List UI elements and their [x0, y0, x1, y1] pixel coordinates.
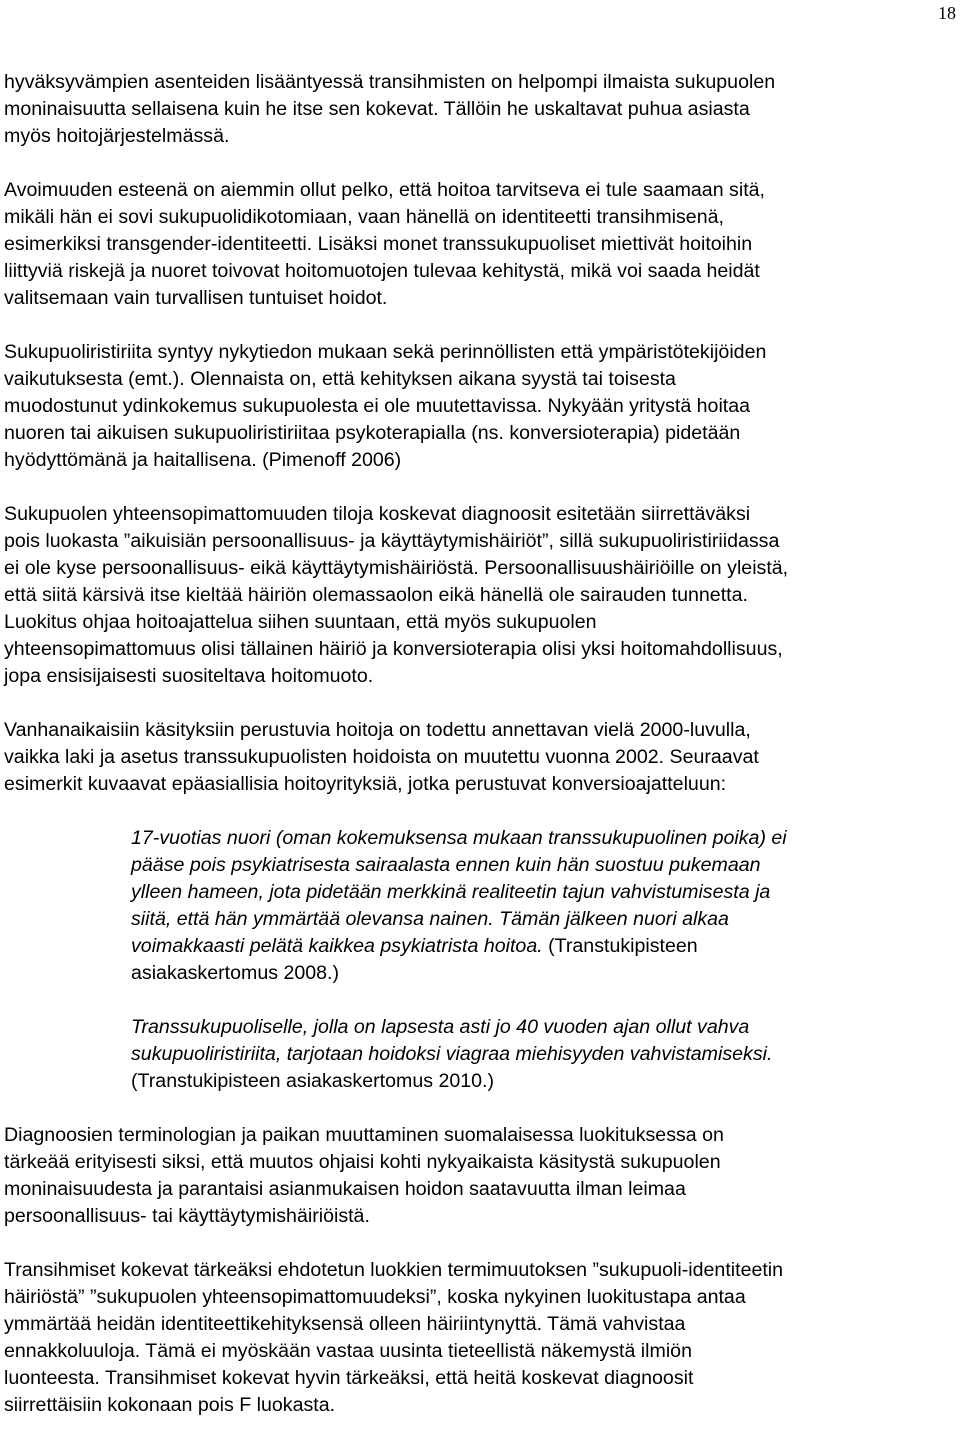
- quote-source-inline: (Transtukipisteen: [542, 935, 698, 957]
- text-line: Vanhanaikaisiin käsityksiin perustuvia hoitoja on todettu annettavan vielä 2000-luvulla,: [4, 719, 751, 741]
- text-line: ennakkoluuloja. Tämä ei myöskään vastaa uusinta tieteellistä näkemystä ilmiön: [4, 1340, 692, 1362]
- paragraph-7: [4, 1257, 954, 1419]
- text-line: esimerkiksi transgender-identiteetti. Lisäksi monet transsukupuoliset miettivät hoitoihin: [4, 233, 753, 255]
- quote-line: Transsukupuoliselle, jolla on lapsesta asti jo 40 vuoden ajan ollut vahva: [131, 1016, 750, 1038]
- text-line: nuoren tai aikuisen sukupuoliristiriitaa psykoterapialla (ns. konversioterapia) pidetään: [4, 422, 741, 444]
- text-line: yhteensopimattomuus olisi tällainen häiriö ja konversioterapia olisi yksi hoitomahdollisuus,: [4, 638, 783, 660]
- text-line: että siitä kärsivä itse kieltää häiriön olemassaolon eikä hänellä ole sairauden tunnetta.: [4, 584, 748, 606]
- text-line: myös hoitojärjestelmässä.: [4, 125, 230, 147]
- paragraph-4: [4, 501, 954, 690]
- paragraph-2: [4, 177, 954, 312]
- text-line: persoonallisuus- tai käyttäytymishäiriöistä.: [4, 1205, 370, 1227]
- paragraph-5: [4, 717, 954, 798]
- text-line: vaikutuksesta (emt.). Olennaista on, että kehityksen aikana syystä tai toisesta: [4, 368, 676, 390]
- document-body: [4, 69, 954, 1446]
- quote-line: pääse pois psykiatrisesta sairaalasta ennen kuin hän suostuu pukemaan: [131, 854, 761, 876]
- text-line: tärkeää erityisesti siksi, että muutos ohjaisi kohti nykyaikaista käsitystä sukupuolen: [4, 1151, 721, 1173]
- text-line: hyödyttömänä ja haitallisena. (Pimenoff 2006): [4, 449, 402, 471]
- quote-source: asiakaskertomus 2008.): [131, 962, 340, 984]
- text-line: liittyviä riskejä ja nuoret toivovat hoitomuotojen tulevaa kehitystä, mikä voi saada heidät: [4, 260, 760, 282]
- text-line: Diagnoosien terminologian ja paikan muuttaminen suomalaisessa luokituksessa on: [4, 1124, 724, 1146]
- text-line: Sukupuolen yhteensopimattomuuden tiloja koskevat diagnoosit esitetään siirrettäväksi: [4, 503, 751, 525]
- text-line: ei ole kyse persoonallisuus- eikä käyttäytymishäiriöstä. Persoonallisuushäiriöille on yleistä,: [4, 557, 789, 579]
- paragraph-3: [4, 339, 954, 474]
- quote-source: (Transtukipisteen asiakaskertomus 2010.): [131, 1070, 495, 1092]
- text-line: vaikka laki ja asetus transsukupuolisten hoidoista on muutettu vuonna 2002. Seuraavat: [4, 746, 759, 768]
- text-line: Transihmiset kokevat tärkeäksi ehdotetun luokkien termimuutoksen ”sukupuoli-identiteetin: [4, 1259, 784, 1281]
- quote-line: sukupuoliristiriita, tarjotaan hoidoksi viagraa miehisyyden vahvistamiseksi.: [131, 1043, 773, 1065]
- text-line: moninaisuudesta ja parantaisi asianmukaisen hoidon saatavuutta ilman leimaa: [4, 1178, 686, 1200]
- text-line: valitsemaan vain turvallisen tuntuiset hoidot.: [4, 287, 388, 309]
- text-line: mikäli hän ei sovi sukupuolidikotomiaan, vaan hänellä on identiteetti transihmisenä,: [4, 206, 724, 228]
- text-line: pois luokasta ”aikuisiän persoonallisuus- ja käyttäytymishäiriöt”, sillä sukupuoliristiriidassa: [4, 530, 780, 552]
- page-number: 18: [938, 3, 956, 23]
- text-line: esimerkit kuvaavat epäasiallisia hoitoyrityksiä, jotka perustuvat konversioajatteluun:: [4, 773, 727, 795]
- text-line: Sukupuoliristiriita syntyy nykytiedon mukaan sekä perinnöllisten että ympäristötekijöiden: [4, 341, 767, 363]
- quote-line: siitä, että hän ymmärtää olevansa nainen. Tämän jälkeen nuori alkaa: [131, 908, 729, 930]
- quote-line: 17-vuotias nuori (oman kokemuksensa mukaan transsukupuolinen poika) ei: [131, 827, 787, 849]
- text-line: ymmärtää heidän identiteettikehityksensä olleen häiriintynyttä. Tämä vahvistaa: [4, 1313, 686, 1335]
- text-line: Luokitus ohjaa hoitoajattelua siihen suuntaan, että myös sukupuolen: [4, 611, 597, 633]
- quote-line: voimakkaasti pelätä kaikkea psykiatrista hoitoa. (Transtukipisteen: [131, 935, 698, 957]
- text-line: luonteesta. Transihmiset kokevat hyvin tärkeäksi, että heitä koskevat diagnoosit: [4, 1367, 694, 1389]
- text-line: siirrettäisiin kokonaan pois F luokasta.: [4, 1394, 336, 1416]
- text-line: Avoimuuden esteenä on aiemmin ollut pelko, että hoitoa tarvitseva ei tule saamaan sitä,: [4, 179, 765, 201]
- text-line: moninaisuutta sellaisena kuin he itse sen kokevat. Tällöin he uskaltavat puhua asiasta: [4, 98, 750, 120]
- paragraph-1: [4, 69, 954, 150]
- block-quote-1: [131, 825, 954, 987]
- text-line: hyväksyvämpien asenteiden lisääntyessä transihmisten on helpompi ilmaista sukupuolen: [4, 71, 776, 93]
- paragraph-6: [4, 1122, 954, 1230]
- block-quote-2: [131, 1014, 954, 1095]
- text-line: muodostunut ydinkokemus sukupuolesta ei ole muutettavissa. Nykyään yritystä hoitaa: [4, 395, 751, 417]
- text-line: häiriöstä” ”sukupuolen yhteensopimattomuudeksi”, koska nykyinen luokitustapa antaa: [4, 1286, 746, 1308]
- text-line: jopa ensisijaisesti suositeltava hoitomuoto.: [4, 665, 374, 687]
- quote-line: ylleen hameen, jota pidetään merkkinä realiteetin tajun vahvistumisesta ja: [131, 881, 771, 903]
